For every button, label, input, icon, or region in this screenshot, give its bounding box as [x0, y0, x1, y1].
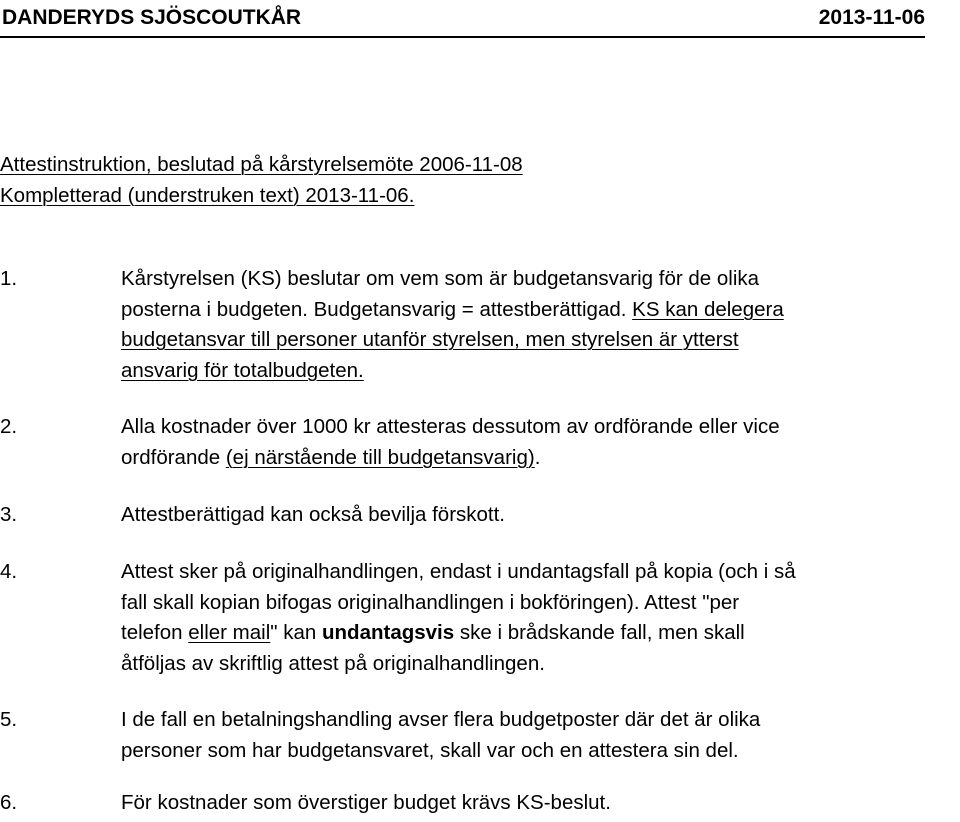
- item-line: fall skall kopian bifogas originalhandlingen i bokföringen). Attest "per: [121, 590, 740, 614]
- item-line: Kårstyrelsen (KS) beslutar om vem som är budgetansvarig för de olika: [121, 267, 760, 290]
- item-number: 6.: [0, 791, 18, 814]
- item-line: Alla kostnader över 1000 kr attesteras dessutom av ordförande eller vice: [121, 415, 780, 438]
- item-line: posterna i budgeten. Budgetansvarig = attestberättigad.: [121, 297, 633, 321]
- header-date: 2013-11-06: [818, 6, 925, 29]
- item-line: Attest sker på originalhandlingen, endast i undantagsfall på kopia (och i så: [121, 560, 796, 583]
- item-line: För kostnader som överstiger budget krävs KS-beslut.: [121, 791, 611, 814]
- item-line: .: [534, 445, 541, 469]
- document-header: [0, 5, 925, 35]
- item-text: [121, 788, 960, 819]
- item-text: [121, 705, 960, 766]
- item-line: I de fall en betalningshandling avser flera budgetposter där det är olika: [121, 708, 761, 731]
- underlined-text: KS kan delegera: [632, 297, 784, 321]
- underlined-text: (ej närstående till budgetansvarig): [225, 445, 535, 469]
- item-line: ordförande: [121, 445, 226, 469]
- intro-line-1: Attestinstruktion, beslutad på kårstyrelsemöte 2006-11-08: [0, 153, 523, 176]
- underlined-text: ansvarig för totalbudgeten.: [121, 358, 364, 382]
- bold-text: undantagsvis: [322, 621, 455, 645]
- item-line: " kan: [270, 621, 323, 645]
- item-text: [121, 557, 960, 679]
- item-number: 5.: [0, 708, 18, 731]
- item-line: telefon: [121, 621, 189, 645]
- intro-block: [0, 150, 523, 211]
- item-text: [121, 412, 960, 473]
- item-text: [121, 500, 960, 531]
- item-text: [121, 264, 960, 386]
- underlined-text: eller mail: [188, 621, 271, 645]
- item-number: 2.: [0, 415, 18, 438]
- item-number: 3.: [0, 503, 18, 526]
- item-line: personer som har budgetansvaret, skall var och en attestera sin del.: [121, 738, 739, 762]
- item-line: ske i brådskande fall, men skall: [454, 621, 745, 645]
- underlined-text: budgetansvar till personer utanför styrelsen, men styrelsen är ytterst: [121, 328, 739, 352]
- item-line: åtföljas av skriftlig attest på originalhandlingen.: [121, 651, 545, 675]
- item-number: 1.: [0, 267, 18, 290]
- organization-title: DANDERYDS SJÖSCOUTKÅR: [2, 6, 302, 29]
- item-number: 4.: [0, 560, 18, 583]
- intro-line-2: Kompletterad (understruken text) 2013-11-06.: [0, 183, 415, 207]
- item-line: Attestberättigad kan också bevilja förskott.: [121, 503, 506, 526]
- header-rule: [0, 36, 925, 38]
